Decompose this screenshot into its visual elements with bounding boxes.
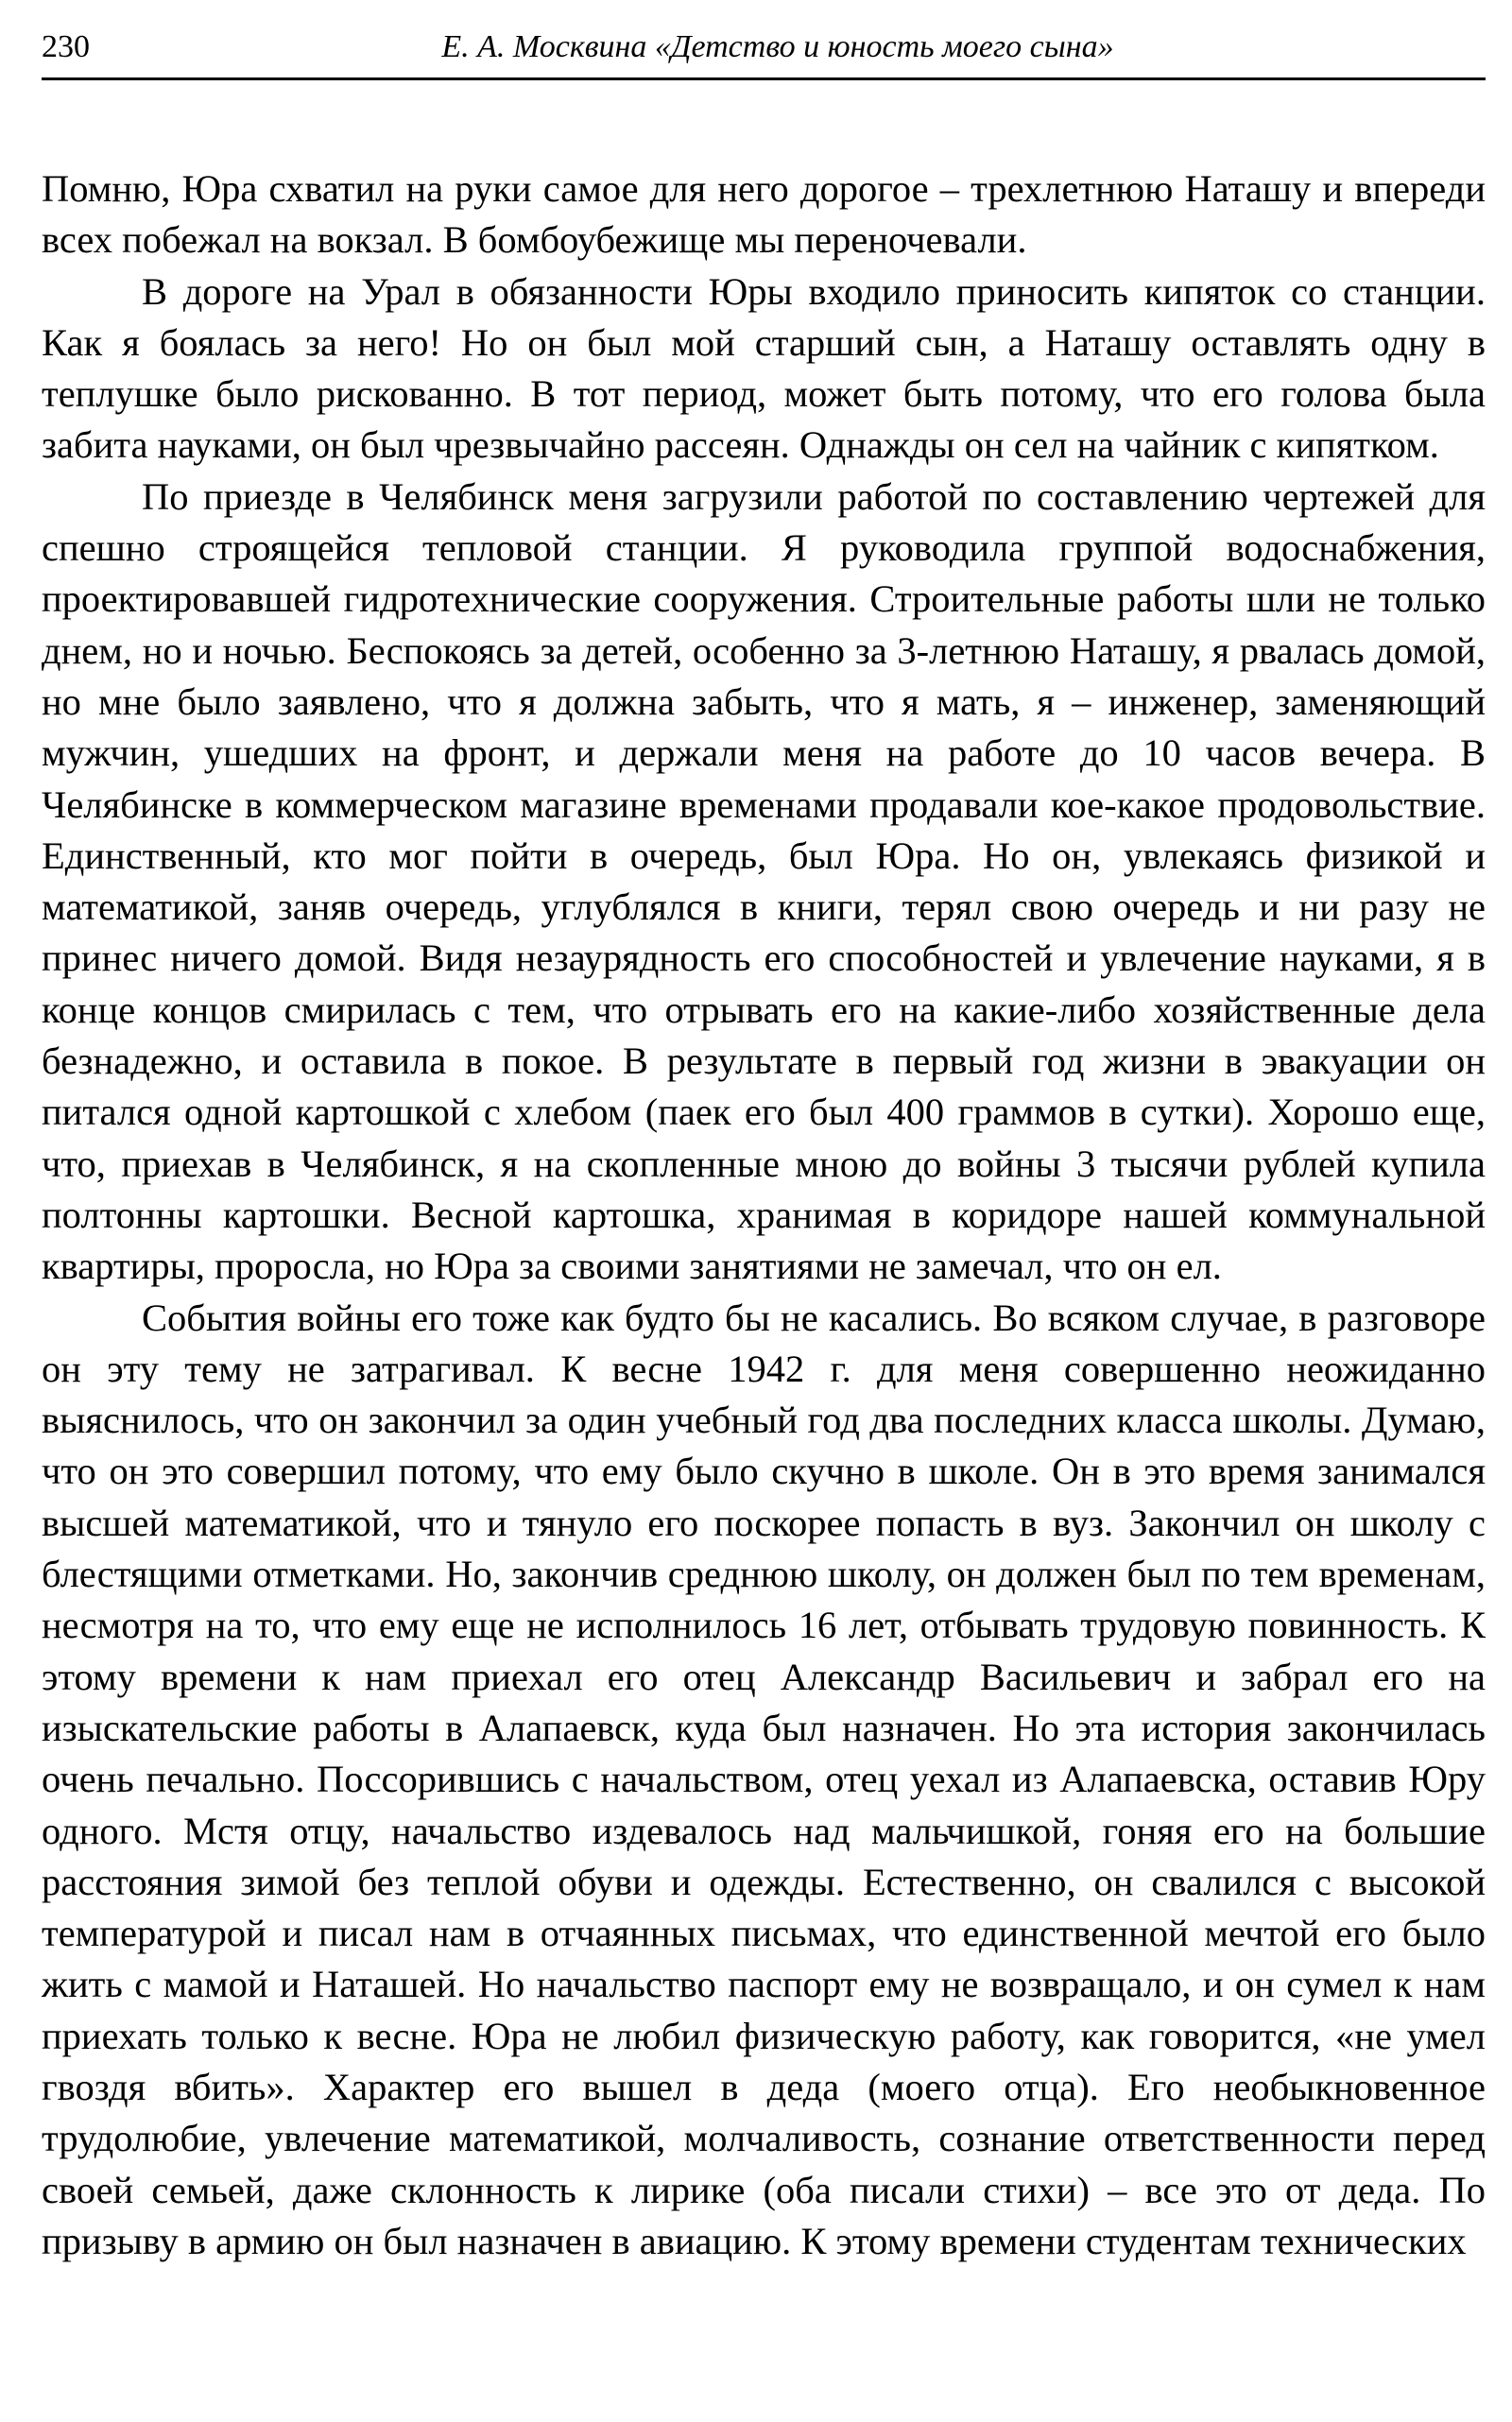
paragraph: По приезде в Челябинск меня загрузили работой по составлению чертежей для спешно строящейся тепловой станции. Я руководила группой водоснабжения, проектировавшей гидротехнические сооружения. Строительные работы шли не только днем, но и ночью. Беспокоясь за детей, особенно за 3-летнюю Наташу, я рвалась домой, но мне было заявлено, что я должна забыть, что я мать, я – инженер, заменяющий мужчин, ушедших на фронт, и держали меня на работе до 10 часов вечера. В Челябинске в коммерческом магазине временами продавали кое-какое продовольствие. Единственный, кто мог пойти в очередь, был Юра. Но он, увлекаясь физикой и математикой, заняв очередь, углублялся в книги, терял свою очередь и ни разу не принес ничего домой. Видя незаурядность его способностей и увлечение науками, я в конце концов смирилась с тем, что отрывать его на какие-либо хозяйственные дела безнадежно, и оставила в покое. В результате в первый год жизни в эвакуации он питался одной картошкой с хлебом (паек его был 400 граммов в сутки). Хорошо еще, что, приехав в Челябинск, я на скопленные мною до войны 3 тысячи рублей купила полтонны картошки. Весной картошка, хранимая в коридоре нашей коммунальной квартиры, проросла, но Юра за своими занятиями не замечал, что он ел.: [42, 474, 1486, 1288]
paragraph: События войны его тоже как будто бы не касались. Во всяком случае, в разговоре он эту тему не затрагивал. К весне 1942 г. для меня совершенно неожиданно выяснилось, что он закончил за один учебный год два последних класса школы. Думаю, что он это совершил потому, что ему было скучно в школе. Он в это время занимался высшей математикой, что и тянуло его поскорее попасть в вуз. Закончил он школу с блестящими отметками. Но, закончив среднюю школу, он должен был по тем временам, несмотря на то, что ему еще не исполнилось 16 лет, отбывать трудовую повинность. К этому времени к нам приехал его отец Александр Васильевич и забрал его на изыскательские работы в Алапаевск, куда был назначен. Но эта история закончилась очень печально. Поссорившись с начальством, отец уехал из Алапаевска, оставив Юру одного. Мстя отцу, начальство издевалось над мальчишкой, гоняя его на большие расстояния зимой без теплой обуви и одежды. Естественно, он свалился с высокой температурой и писал нам в отчаянных письмах, что единственной мечтой его было жить с мамой и Наташей. Но начальство паспорт ему не возвращало, и он сумел к нам приехать только к весне. Юра не любил физическую работу, как говорится, «не умел гвоздя вбить». Характер его вышел в деда (моего отца). Его необыкновенное трудолюбие, увлечение математикой, молчаливость, сознание ответственности перед своей семьей, даже склонность к лирике (оба писали стихи) – все это от деда. По призыву в армию он был назначен в авиацию. К этому времени студентам технических: [42, 1296, 1486, 2262]
running-title: Е. А. Москвина «Детство и юность моего сына»: [441, 29, 1114, 64]
running-head: [42, 25, 1486, 80]
book-page: [42, 25, 1486, 2267]
body-text: [42, 163, 1486, 2267]
paragraph: В дороге на Урал в обязанности Юры входило приносить кипяток со станции. Как я боялась за него! Но он был мой старший сын, а Наташу оставлять одну в теплушке было рискованно. В тот период, может быть потому, что его голова была забита науками, он был чрезвычайно рассеян. Однажды он сел на чайник с кипятком.: [42, 269, 1486, 467]
page-number: 230: [42, 29, 90, 64]
paragraph: Помню, Юра схватил на руки самое для него дорогое – трехлетнюю Наташу и впереди всех побежал на вокзал. В бомбоубежище мы переночевали.: [42, 167, 1486, 262]
